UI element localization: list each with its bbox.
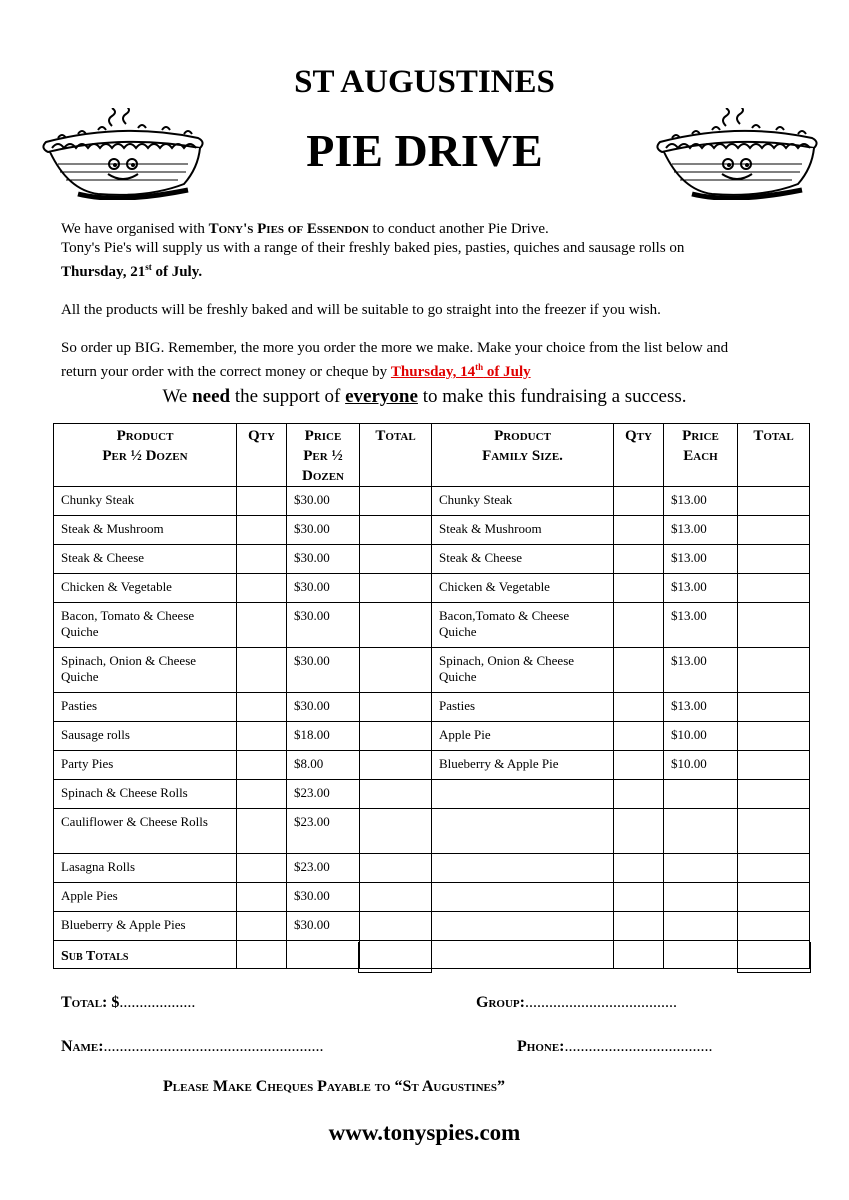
price-cell: $30.00	[287, 574, 360, 603]
product-name-cell: Blueberry & Apple Pie	[432, 751, 614, 780]
total-input-cell[interactable]	[738, 603, 810, 648]
table-row	[54, 883, 810, 912]
table-row	[54, 912, 810, 941]
header-qty: Qty	[614, 424, 664, 487]
table-row	[54, 516, 810, 545]
total-input-cell[interactable]	[738, 722, 810, 751]
intro-para-3-line-2: return your order with the correct money or cheque by Thursday, 14th of July	[61, 362, 531, 380]
price-cell: $18.00	[287, 722, 360, 751]
price-cell	[664, 854, 738, 883]
qty-input-cell[interactable]	[237, 648, 287, 693]
total-input-cell[interactable]	[738, 516, 810, 545]
qty-input-cell[interactable]	[614, 693, 664, 722]
table-row	[54, 751, 810, 780]
price-cell: $23.00	[287, 780, 360, 809]
qty-input-cell[interactable]	[614, 854, 664, 883]
total-input-cell[interactable]	[360, 516, 432, 545]
total-input-cell[interactable]	[360, 545, 432, 574]
header-price-dozen: Price Per ½ Dozen	[287, 424, 360, 487]
product-name-cell: Steak & Mushroom	[54, 516, 237, 545]
total-input-cell[interactable]	[360, 912, 432, 941]
intro-line-2: Tony's Pie's will supply us with a range of their freshly baked pies, pasties, quiches and sausage rolls on	[61, 240, 685, 256]
qty-input-cell[interactable]	[237, 941, 287, 969]
product-name-cell: Chicken & Vegetable	[54, 574, 237, 603]
total-input-cell[interactable]	[360, 487, 432, 516]
qty-input-cell[interactable]	[614, 574, 664, 603]
qty-input-cell[interactable]	[237, 603, 287, 648]
order-table	[53, 423, 810, 969]
qty-input-cell[interactable]	[614, 883, 664, 912]
price-cell: $30.00	[287, 883, 360, 912]
product-name-cell: Steak & Cheese	[432, 545, 614, 574]
total-input-cell[interactable]	[360, 809, 432, 854]
qty-input-cell[interactable]	[237, 722, 287, 751]
price-cell	[664, 912, 738, 941]
price-cell: $13.00	[664, 545, 738, 574]
qty-input-cell[interactable]	[237, 574, 287, 603]
subtotals-label: Sub Totals	[61, 949, 129, 964]
price-cell: $8.00	[287, 751, 360, 780]
product-name-cell	[432, 854, 614, 883]
qty-input-cell[interactable]	[614, 516, 664, 545]
qty-input-cell[interactable]	[237, 780, 287, 809]
qty-input-cell[interactable]	[237, 809, 287, 854]
product-name-cell: Steak & Cheese	[54, 545, 237, 574]
product-name-cell: Chunky Steak	[54, 487, 237, 516]
total-input-cell[interactable]	[738, 780, 810, 809]
total-input-cell[interactable]	[738, 545, 810, 574]
price-cell: $13.00	[664, 693, 738, 722]
header-price-each: Price Each	[664, 424, 738, 487]
total-input-cell[interactable]	[738, 751, 810, 780]
total-input-cell[interactable]	[360, 693, 432, 722]
price-cell: $13.00	[664, 487, 738, 516]
subtotal-box-dozen[interactable]	[358, 942, 432, 973]
table-row	[54, 809, 810, 854]
qty-input-cell[interactable]	[614, 648, 664, 693]
product-name-cell	[432, 883, 614, 912]
total-input-cell[interactable]	[360, 648, 432, 693]
product-name-cell: Chunky Steak	[432, 487, 614, 516]
qty-input-cell[interactable]	[614, 487, 664, 516]
price-cell: $13.00	[664, 516, 738, 545]
pickup-date: Thursday, 21st of July.	[61, 262, 203, 280]
product-name-cell: Apple Pies	[54, 883, 237, 912]
qty-input-cell[interactable]	[614, 545, 664, 574]
total-field[interactable]: Total: $...................	[61, 994, 196, 1011]
title-line-1: ST AUGUSTINES	[294, 64, 555, 100]
product-name-cell: Chicken & Vegetable	[432, 574, 614, 603]
qty-input-cell[interactable]	[614, 780, 664, 809]
price-cell: $10.00	[664, 722, 738, 751]
price-cell: $13.00	[664, 574, 738, 603]
product-name-cell: Party Pies	[54, 751, 237, 780]
header-total: Total	[738, 424, 810, 487]
table-row	[54, 574, 810, 603]
intro-para-2: All the products will be freshly baked and will be suitable to go straight into the freezer if you wish.	[61, 302, 661, 318]
qty-input-cell[interactable]	[237, 487, 287, 516]
due-date: Thursday, 14th of July	[390, 362, 531, 380]
price-cell: $30.00	[287, 516, 360, 545]
intro-para-3: So order up BIG. Remember, the more you order the more we make. Make your choice from the list below and	[61, 340, 729, 356]
qty-input-cell[interactable]	[237, 693, 287, 722]
price-cell	[664, 941, 738, 969]
total-input-cell[interactable]	[738, 574, 810, 603]
product-name-cell: Spinach & Cheese Rolls	[54, 780, 237, 809]
price-cell: $13.00	[664, 603, 738, 648]
price-cell: $30.00	[287, 648, 360, 693]
price-cell	[664, 780, 738, 809]
product-name-cell: Spinach, Onion & Cheese Quiche	[432, 648, 614, 693]
product-name-cell: Cauliflower & Cheese Rolls	[54, 809, 237, 854]
phone-field[interactable]: Phone:.....................................	[517, 1038, 713, 1055]
table-row	[54, 693, 810, 722]
name-field[interactable]: Name:.......................................................	[61, 1038, 324, 1055]
qty-input-cell[interactable]	[237, 545, 287, 574]
price-cell: $10.00	[664, 751, 738, 780]
header-qty: Qty	[237, 424, 287, 487]
qty-input-cell[interactable]	[614, 912, 664, 941]
product-name-cell: Pasties	[432, 693, 614, 722]
header-product-family: Product Family Size.	[432, 424, 614, 487]
title-line-2: PIE DRIVE	[306, 125, 543, 176]
qty-input-cell[interactable]	[237, 516, 287, 545]
total-input-cell[interactable]	[738, 912, 810, 941]
total-input-cell[interactable]	[360, 883, 432, 912]
qty-input-cell[interactable]	[237, 912, 287, 941]
product-name-cell: Apple Pie	[432, 722, 614, 751]
qty-input-cell[interactable]	[614, 603, 664, 648]
supplier-name: Tony's Pies of Essendon	[208, 221, 369, 237]
total-input-cell[interactable]	[360, 722, 432, 751]
group-field[interactable]: Group:......................................	[476, 994, 677, 1011]
product-name-cell: Pasties	[54, 693, 237, 722]
price-cell: $30.00	[287, 487, 360, 516]
product-name-cell: Blueberry & Apple Pies	[54, 912, 237, 941]
product-name-cell: Sausage rolls	[54, 722, 237, 751]
intro-text	[61, 220, 811, 382]
price-cell: $23.00	[287, 809, 360, 854]
price-cell	[287, 941, 360, 969]
product-name-cell: Bacon, Tomato & Cheese Quiche	[54, 603, 237, 648]
header-total: Total	[360, 424, 432, 487]
total-input-cell[interactable]	[360, 854, 432, 883]
qty-input-cell[interactable]	[614, 722, 664, 751]
qty-input-cell[interactable]	[237, 883, 287, 912]
total-input-cell[interactable]	[360, 780, 432, 809]
table-row	[54, 854, 810, 883]
total-input-cell[interactable]	[360, 574, 432, 603]
total-input-cell[interactable]	[738, 854, 810, 883]
total-input-cell[interactable]	[360, 603, 432, 648]
pie-icon	[38, 108, 208, 200]
product-name-cell: Lasagna Rolls	[54, 854, 237, 883]
table-row	[54, 780, 810, 809]
total-input-cell[interactable]	[738, 883, 810, 912]
price-cell	[664, 809, 738, 854]
price-cell: $30.00	[287, 545, 360, 574]
price-cell: $30.00	[287, 693, 360, 722]
price-cell: $30.00	[287, 912, 360, 941]
total-input-cell[interactable]	[738, 487, 810, 516]
support-line: We need the support of everyone to make this fundraising a success.	[162, 386, 687, 407]
intro-line-1: We have organised with Tony's Pies of Essendon to conduct another Pie Drive.	[61, 221, 549, 237]
qty-input-cell[interactable]	[614, 751, 664, 780]
price-cell: $13.00	[664, 648, 738, 693]
table-row	[54, 722, 810, 751]
cheques-note: Please Make Cheques Payable to “St Augustines”	[163, 1078, 505, 1095]
product-name-cell	[432, 912, 614, 941]
total-input-cell[interactable]	[360, 751, 432, 780]
product-name-cell: Steak & Mushroom	[432, 516, 614, 545]
product-name-cell: Spinach, Onion & Cheese Quiche	[54, 648, 237, 693]
qty-input-cell[interactable]	[614, 809, 664, 854]
table-row	[54, 487, 810, 516]
pie-icon	[652, 108, 822, 200]
product-name-cell: Bacon,Tomato & Cheese Quiche	[432, 603, 614, 648]
table-row	[54, 545, 810, 574]
website-url[interactable]: www.tonyspies.com	[328, 1120, 521, 1145]
product-name-cell	[432, 780, 614, 809]
qty-input-cell[interactable]	[237, 751, 287, 780]
qty-input-cell[interactable]	[614, 941, 664, 969]
product-name-cell	[432, 809, 614, 854]
total-input-cell[interactable]	[738, 648, 810, 693]
price-cell: $23.00	[287, 854, 360, 883]
product-name-cell	[432, 941, 614, 969]
price-cell	[664, 883, 738, 912]
total-input-cell[interactable]	[738, 693, 810, 722]
total-input-cell[interactable]	[738, 809, 810, 854]
table-row	[54, 648, 810, 693]
price-cell: $30.00	[287, 603, 360, 648]
qty-input-cell[interactable]	[237, 854, 287, 883]
table-row	[54, 603, 810, 648]
subtotal-box-family[interactable]	[737, 942, 811, 973]
header-product-dozen: Product Per ½ Dozen	[54, 424, 237, 487]
